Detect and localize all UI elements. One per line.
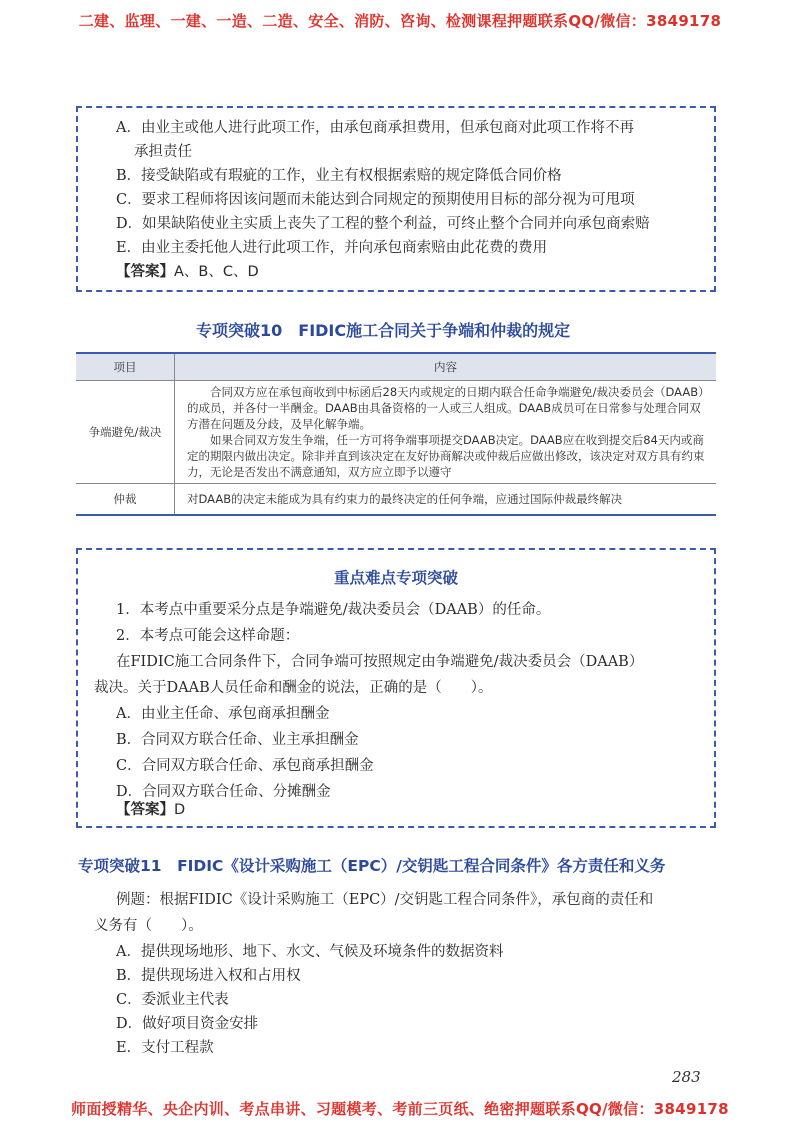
- answer-line-1: [116, 262, 259, 282]
- bottom-promo-banner: 师面授精华、央企内训、考点串讲、习题模考、考前三页纸、绝密押题联系QQ/微信：3849178: [71, 1100, 729, 1118]
- option-a-line1: A．由业主或他人进行此项工作，由承包商承担费用，但承包商对此项工作将不再: [116, 120, 634, 136]
- page-number: 283: [672, 1068, 701, 1086]
- answer-label: 【答案】: [116, 802, 174, 818]
- table-row: [76, 484, 716, 516]
- example-option-b: B．提供现场进入权和占用权: [116, 968, 301, 984]
- answer-label: 【答案】: [116, 264, 174, 280]
- content-paragraph: 如果合同双方发生争端，任一方可将争端事项提交DAAB决定。DAAB应在收到提交后84天内或商定的期限内做出决定。除非并直到该决定在友好协商解决或仲裁后应做出修改，该决定对双方具有约束力，无论是否发出不满意通知，双方应立即予以遵守: [187, 433, 705, 479]
- option-e: E．由业主委托他人进行此项工作，并向承包商索赔由此花费的费用: [116, 240, 548, 256]
- content-paragraph: 对DAAB的决定未能成为具有约束力的最终决定的任何争端，应通过国际仲裁最终解决: [187, 492, 623, 506]
- key-points-heading: 重点难点专项突破: [333, 569, 458, 587]
- section10-title: 专项突破10 FIDIC施工合同关于争端和仲裁的规定: [196, 321, 571, 340]
- option-a-line2: 承担责任: [134, 144, 192, 160]
- section11-title: 专项突破11 FIDIC《设计采购施工（EPC）/交钥匙工程合同条件》各方责任和义务: [78, 857, 666, 875]
- row-item-label: 争端避免/裁决: [76, 381, 175, 484]
- choice-a: A．由业主任命、承包商承担酬金: [116, 706, 330, 722]
- example-line1: 例题：根据FIDIC《设计采购施工（EPC）/交钥匙工程合同条件》，承包商的责任和: [116, 892, 654, 908]
- row-content: [175, 381, 717, 484]
- question-line2: 裁决。关于DAAB人员任命和酬金的说法，正确的是（ ）。: [94, 680, 493, 696]
- top-promo-banner: 二建、监理、一建、一造、二造、安全、消防、咨询、检测课程押题联系QQ/微信：3849178: [78, 12, 722, 30]
- option-b: B．接受缺陷或有瑕疵的工作，业主有权根据索赔的规定降低合同价格: [116, 168, 562, 184]
- row-content: [175, 484, 717, 516]
- example-option-a: A．提供现场地形、地下、水文、气候及环境条件的数据资料: [116, 944, 504, 960]
- table-header-item: 项目: [76, 353, 175, 381]
- choice-c: C．合同双方联合任命、承包商承担酬金: [116, 758, 374, 774]
- option-c: C．要求工程师将因该问题而未能达到合同规定的预期使用目标的部分视为可甩项: [116, 192, 635, 208]
- row-item-label: 仲裁: [76, 484, 175, 516]
- example-option-e: E．支付工程款: [116, 1040, 214, 1056]
- key-point-2: 2．本考点可能会这样命题：: [116, 628, 300, 644]
- table-header-content: 内容: [175, 353, 717, 381]
- example-option-c: C．委派业主代表: [116, 992, 229, 1008]
- fidic-dispute-table: [76, 352, 716, 516]
- answer-line-2: [116, 800, 185, 820]
- option-d: D．如果缺陷使业主实质上丧失了工程的整个利益，可终止整个合同并向承包商索赔: [116, 216, 650, 232]
- example-line2: 义务有（ ）。: [94, 918, 203, 934]
- question-line1: 在FIDIC施工合同条件下，合同争端可按照规定由争端避免/裁决委员会（DAAB）: [116, 654, 644, 670]
- key-point-1: 1．本考点中重要采分点是争端避免/裁决委员会（DAAB）的任命。: [116, 602, 551, 618]
- answer-value: D: [174, 802, 186, 818]
- table-row: [76, 381, 716, 484]
- answer-value: A、B、C、D: [174, 264, 259, 280]
- choice-d: D．合同双方联合任命、分摊酬金: [116, 784, 331, 800]
- content-paragraph: 合同双方应在承包商收到中标函后28天内或规定的日期内联合任命争端避免/裁决委员会（DAAB）的成员，并各付一半酬金。DAAB由具备资格的一人或三人组成。DAAB成员可在日常参与处理合同双方潜在问题及分歧，及早化解争端。: [187, 385, 704, 431]
- choice-b: B．合同双方联合任命、业主承担酬金: [116, 732, 359, 748]
- example-option-d: D．做好项目资金安排: [116, 1016, 259, 1032]
